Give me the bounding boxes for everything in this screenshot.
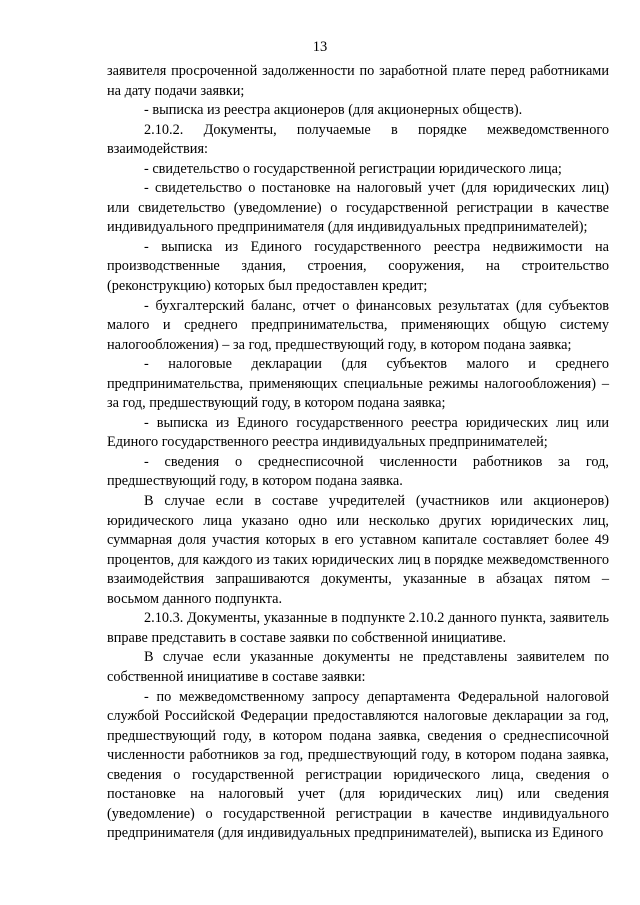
paragraph: 2.10.2. Документы, получаемые в порядке межведомственного взаимодействия: [107,121,609,158]
paragraph: - бухгалтерский баланс, отчет о финансовых результатах (для субъектов малого и среднего предпринимательства, применяющих общую систему налогообложения) – за год, предшествующий году, в котором подана заявка; [107,297,609,353]
paragraph: 2.10.3. Документы, указанные в подпункте 2.10.2 данного пункта, заявитель вправе представить в составе заявки по собственной инициативе. [107,610,609,646]
paragraph: - свидетельство о государственной регистрации юридического лица; [144,160,562,177]
paragraph: - по межведомственному запросу департамента Федеральной налоговой службой Российской Федерации предоставляются налоговые декларации за год, предшествующий году, в котором подана заявка, сведения о среднесписочной численности работников за год, предшествующий году, в котором подана заявка, сведения о государственной регистрации юридического лица, сведения о постановке на налоговый учет (для юридических лиц) или сведения (уведомление) о государственной регистрации в качестве индивидуального предпринимателя (для индивидуальных предпринимателей), выписка из Единого [107,688,609,842]
paragraph: заявителя просроченной задолженности по заработной плате перед работниками на дату подачи заявки; [107,63,609,99]
paragraph: - выписка из Единого государственного реестра недвижимости на производственные здания, строения, сооружения, на строительство (реконструкцию) которых был предоставлен кредит; [107,238,609,295]
paragraph: - свидетельство о постановке на налоговый учет (для юридических лиц) или свидетельство (уведомление) о государственной регистрации в качестве индивидуального предпринимателя (для индивидуальных предпринимателей); [107,180,609,236]
page-number: 13 [312,39,328,55]
paragraph: - сведения о среднесписочной численности работников за год, предшествующий году, в котором подана заявка. [107,453,609,490]
document-body [107,62,609,844]
paragraph: - выписка из Единого государственного реестра юридических лиц или Единого государственного реестра индивидуальных предпринимателей; [107,414,609,451]
paragraph: В случае если указанные документы не представлены заявителем по собственной инициативе в составе заявки: [107,649,609,685]
paragraph: В случае если в составе учредителей (участников или акционеров) юридического лица указано одно или несколько других юридических лиц, суммарная доля участия которых в его уставном капитале составляет более 49 процентов, для каждого из таких юридических лиц в порядке межведомственного взаимодействия запрашиваются документы, указанные в абзацах пятом – восьмом данного подпункта. [107,493,609,607]
paragraph: - выписка из реестра акционеров (для акционерных обществ). [144,102,523,119]
paragraph: - налоговые декларации (для субъектов малого и среднего предпринимательства, применяющих специальные режимы налогообложения) – за год, предшествующий году, в котором подана заявка; [107,356,609,412]
